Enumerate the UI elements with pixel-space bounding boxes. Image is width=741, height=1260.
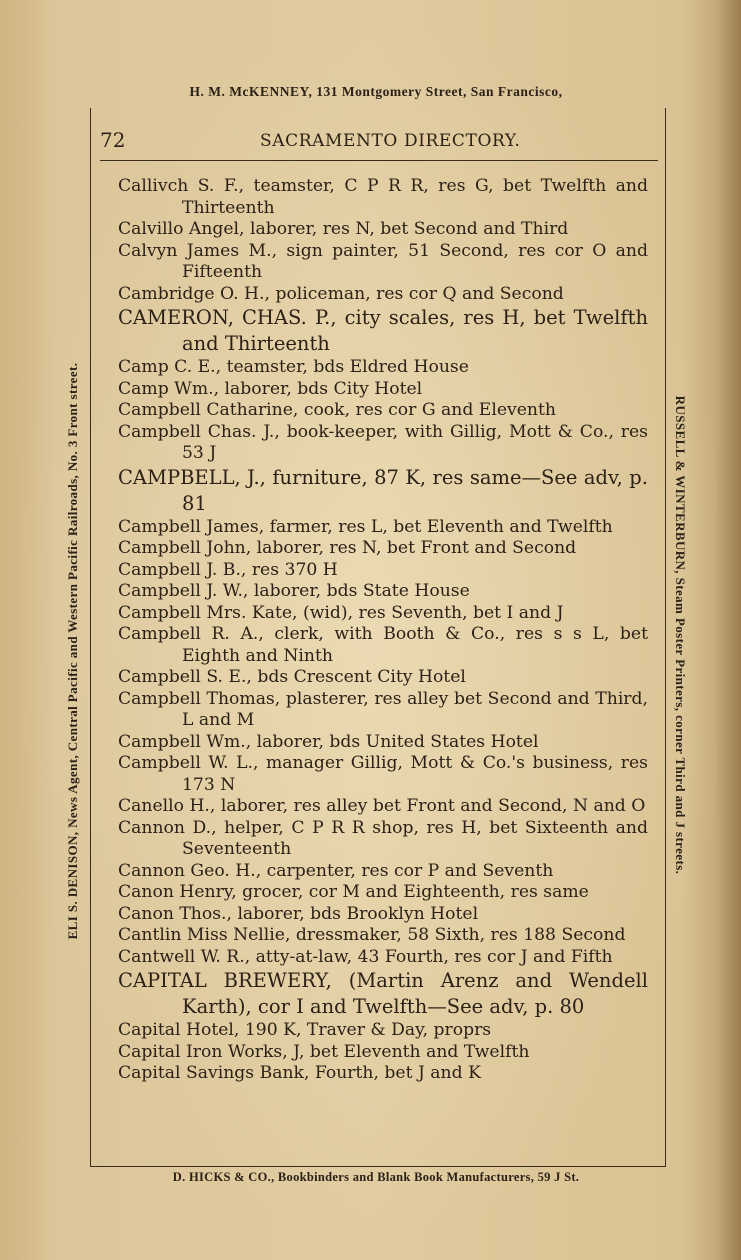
header-rule [100,160,658,161]
directory-entry: Capital Savings Bank, Fourth, bet J and K [118,1063,481,1083]
directory-entry-bold: CAMERON, CHAS. P., city scales, res H, bet Twelfth and Thirteenth [118,306,648,355]
directory-entry: Campbell Mrs. Kate, (wid), res Seventh, bet I and J [118,602,564,623]
directory-entry: Camp C. E., teamster, bds Eldred House [118,357,469,377]
directory-entry: Callivch S. F., teamster, C P R R, res G, bet Twelfth and Thirteenth [118,176,648,218]
directory-entry: Campbell J. B., res 370 H [118,559,338,580]
directory-entry: Canon Henry, grocer, cor M and Eighteenth, res same [118,882,589,902]
directory-entry: Campbell Chas. J., book-keeper, with Gillig, Mott & Co., res 53 J [118,421,648,463]
directory-entry: Calvillo Angel, laborer, res N, bet Second and Third [118,219,569,239]
directory-entry: Camp Wm., laborer, bds City Hotel [118,378,423,399]
directory-entry: Canon Thos., laborer, bds Brooklyn Hotel [118,903,479,924]
directory-entry: Campbell W. L., manager Gillig, Mott & Co.'s business, res 173 N [118,753,648,795]
directory-entry: Calvyn James M., sign painter, 51 Second, res cor O and Fifteenth [118,240,648,282]
directory-entry: Campbell J. W., laborer, bds State House [118,581,470,601]
footer-advertisement: D. HICKS & CO., Bookbinders and Blank Book Manufacturers, 59 J St. [172,1170,580,1184]
directory-entry: Campbell John, laborer, res N, bet Front and Second [118,538,577,558]
directory-entry-bold: CAMPBELL, J., furniture, 87 K, res same—See adv, p. 81 [118,465,648,515]
directory-entry: Cannon Geo. H., carpenter, res cor P and Seventh [118,860,554,881]
right-margin-advertisement: RUSSELL & WINTERBURN, Steam Poster Printers, corner Third and J streets. [673,395,688,875]
left-margin-advertisement: ELI S. DENISON, News Agent, Central Pacific and Western Pacific Railroads, No. 3 Front street. [65,362,80,940]
directory-entry: Cannon D., helper, C P R R shop, res H, bet Sixteenth and Seventeenth [118,817,648,859]
directory-entry: Canello H., laborer, res alley bet Front and Second, N and O [118,796,646,816]
directory-entry: Campbell S. E., bds Crescent City Hotel [118,667,466,687]
running-head: SACRAMENTO DIRECTORY. [260,131,521,151]
directory-entry: Capital Iron Works, J, bet Eleventh and Twelfth [118,1041,530,1062]
header-advertisement: H. M. McKENNEY, 131 Montgomery Street, San Francisco, [189,84,563,99]
directory-entry: Cambridge O. H., policeman, res cor Q and Second [118,283,564,304]
directory-entry: Capital Hotel, 190 K, Traver & Day, proprs [118,1020,492,1040]
directory-entry: Campbell Catharine, cook, res cor G and Eleventh [118,400,556,420]
directory-entry: Campbell Wm., laborer, bds United States Hotel [118,731,539,752]
directory-entry-bold: CAPITAL BREWERY, (Martin Arenz and Wendell Karth), cor I and Twelfth—See adv, p. 80 [118,969,648,1018]
directory-entry: Campbell Thomas, plasterer, res alley bet Second and Third, L and M [118,688,648,730]
directory-entries [118,176,648,1085]
page-edge-shadow [715,0,741,1260]
directory-entry: Campbell R. A., clerk, with Booth & Co., res s s L, bet Eighth and Ninth [118,624,648,666]
directory-entry: Cantwell W. R., atty-at-law, 43 Fourth, res cor J and Fifth [118,946,613,967]
directory-entry: Campbell James, farmer, res L, bet Eleventh and Twelfth [118,516,613,537]
page-number: 72 [100,128,126,152]
directory-entry: Cantlin Miss Nellie, dressmaker, 58 Sixth, res 188 Second [118,925,626,945]
